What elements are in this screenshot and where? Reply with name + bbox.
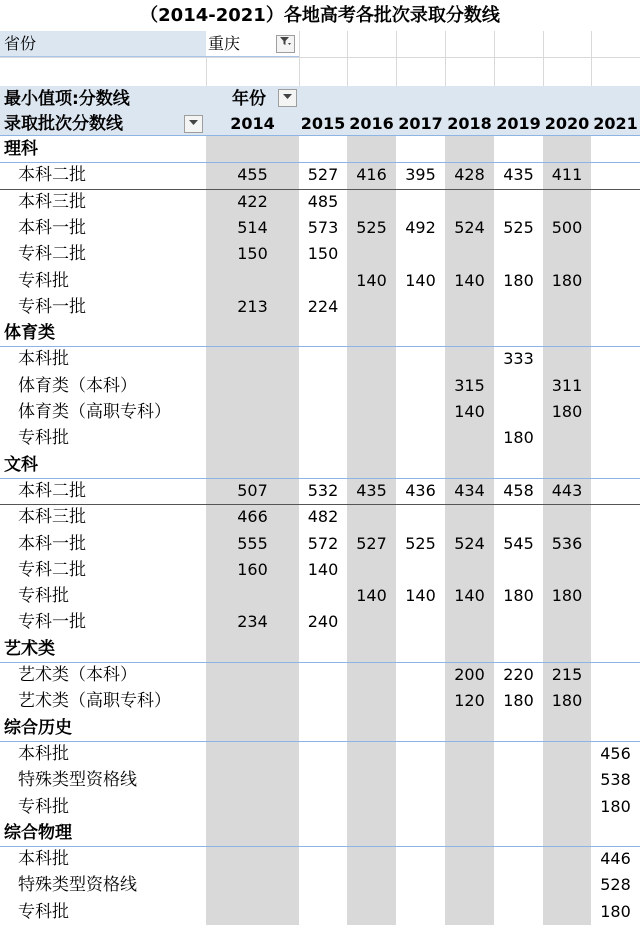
value-cell[interactable]: 507 (237, 480, 268, 500)
value-cell[interactable]: 416 (356, 165, 387, 185)
value-cell[interactable]: 140 (405, 270, 436, 290)
filter-dropdown-icon[interactable] (276, 35, 295, 53)
value-cell[interactable]: 538 (600, 770, 631, 790)
table-row (0, 609, 640, 635)
row-field-label: 录取批次分数线 (4, 114, 123, 134)
table-row (0, 767, 640, 793)
row-label[interactable]: 本科一批 (18, 217, 86, 238)
value-cell[interactable]: 150 (237, 244, 268, 264)
row-label[interactable]: 特殊类型资格线 (18, 875, 137, 896)
table-row (0, 531, 640, 557)
table-row (0, 478, 640, 504)
row-label[interactable]: 体育类（本科） (18, 375, 137, 396)
value-cell[interactable]: 435 (356, 480, 387, 500)
sheet-title: （2014-2021）各地高考各批次录取分数线 (140, 5, 500, 26)
value-cell[interactable]: 524 (454, 533, 485, 553)
table-row (0, 504, 640, 530)
value-cell[interactable]: 527 (356, 533, 387, 553)
value-cell[interactable]: 180 (551, 691, 583, 711)
year-header-2018: 2018 (447, 114, 492, 133)
filter-field-label: 省份 (0, 31, 206, 57)
value-cell[interactable]: 213 (237, 296, 268, 316)
row-label[interactable]: 专科批 (18, 586, 69, 607)
table-row (0, 294, 640, 320)
value-cell[interactable]: 456 (600, 743, 631, 763)
value-cell[interactable]: 180 (600, 796, 631, 816)
value-cell[interactable]: 180 (600, 901, 631, 921)
value-cell[interactable]: 443 (551, 480, 583, 500)
value-cell[interactable]: 140 (454, 270, 485, 290)
value-cell[interactable]: 492 (405, 217, 436, 237)
value-cell[interactable]: 180 (503, 270, 534, 290)
table-row (0, 846, 640, 872)
value-cell[interactable]: 224 (307, 296, 339, 316)
value-cell[interactable]: 180 (551, 402, 583, 421)
value-cell[interactable]: 428 (454, 165, 485, 185)
group-label[interactable]: 文科 (4, 454, 38, 475)
year-header-2019: 2019 (496, 114, 541, 133)
table-row (0, 373, 640, 399)
row-label[interactable]: 本科二批 (18, 165, 86, 186)
value-cell[interactable]: 524 (454, 217, 485, 237)
value-cell[interactable]: 422 (237, 191, 268, 211)
row-field-dropdown[interactable] (184, 115, 203, 133)
row-label[interactable]: 专科批 (18, 901, 69, 922)
value-cell[interactable]: 180 (503, 428, 534, 448)
table-row (0, 794, 640, 820)
row-label[interactable]: 专科二批 (18, 559, 86, 580)
column-field-label: 年份 (232, 89, 266, 109)
group-label[interactable]: 理科 (4, 139, 38, 159)
value-cell[interactable]: 140 (307, 559, 339, 579)
value-cell[interactable]: 555 (237, 533, 268, 553)
value-cell[interactable]: 458 (503, 480, 534, 500)
table-row (0, 268, 640, 294)
group-row (0, 715, 640, 741)
row-label[interactable]: 本科批 (18, 743, 69, 764)
value-cell[interactable]: 527 (307, 165, 339, 185)
row-label[interactable]: 本科一批 (18, 533, 86, 554)
year-header-2015: 2015 (300, 114, 346, 133)
value-cell[interactable]: 180 (551, 270, 583, 290)
row-label[interactable]: 专科批 (18, 796, 69, 817)
value-cell[interactable]: 485 (307, 191, 339, 211)
value-cell[interactable]: 545 (503, 533, 534, 553)
value-cell[interactable]: 160 (237, 559, 268, 579)
value-cell[interactable]: 150 (307, 244, 339, 264)
table-row (0, 346, 640, 372)
value-cell[interactable]: 572 (307, 533, 339, 553)
row-label[interactable]: 特殊类型资格线 (18, 770, 137, 791)
row-label[interactable]: 本科三批 (18, 507, 86, 528)
value-cell[interactable]: 536 (551, 533, 583, 553)
pivot-header (0, 86, 640, 136)
value-cell[interactable]: 234 (237, 612, 268, 632)
group-row (0, 820, 640, 846)
value-cell[interactable]: 140 (356, 586, 387, 606)
value-cell[interactable]: 180 (503, 691, 534, 711)
value-cell[interactable]: 446 (600, 849, 631, 869)
table-row (0, 399, 640, 425)
value-cell[interactable]: 240 (307, 612, 339, 632)
value-cell[interactable]: 528 (600, 875, 631, 895)
value-cell[interactable]: 500 (551, 217, 583, 237)
filter-value-text: 重庆 (208, 34, 241, 53)
group-label[interactable]: 综合物理 (4, 822, 72, 843)
value-cell[interactable]: 120 (454, 691, 485, 711)
pivot-body (0, 136, 640, 925)
value-cell[interactable]: 180 (551, 586, 583, 606)
values-field-label: 最小值项:分数线 (4, 89, 130, 109)
table-row (0, 189, 640, 215)
value-cell[interactable]: 455 (237, 165, 268, 185)
table-row (0, 241, 640, 267)
value-cell[interactable]: 434 (454, 480, 485, 500)
year-header-2017: 2017 (398, 114, 443, 133)
value-cell[interactable]: 140 (405, 586, 436, 606)
value-cell[interactable]: 140 (454, 586, 485, 606)
column-field-dropdown[interactable] (278, 89, 297, 107)
row-label[interactable]: 本科二批 (18, 480, 86, 501)
table-row (0, 557, 640, 583)
value-cell[interactable]: 525 (356, 217, 387, 237)
value-cell[interactable]: 333 (503, 349, 534, 369)
value-cell[interactable]: 140 (454, 402, 485, 421)
value-cell[interactable]: 200 (454, 665, 485, 684)
row-label[interactable]: 专科批 (18, 270, 69, 291)
row-label[interactable]: 艺术类（本科） (18, 665, 137, 685)
table-row (0, 688, 640, 714)
value-cell[interactable]: 411 (551, 165, 583, 185)
value-cell[interactable]: 395 (405, 165, 436, 185)
group-label[interactable]: 体育类 (4, 323, 55, 344)
row-label[interactable]: 专科一批 (18, 612, 86, 633)
year-header-2014: 2014 (230, 114, 275, 133)
value-cell[interactable]: 435 (503, 165, 534, 185)
group-row (0, 136, 640, 162)
value-cell[interactable]: 514 (237, 217, 268, 237)
value-cell[interactable]: 215 (551, 665, 583, 684)
table-row (0, 741, 640, 767)
row-label[interactable]: 专科批 (18, 428, 69, 449)
year-header-2021: 2021 (593, 114, 638, 133)
row-label[interactable]: 本科批 (18, 349, 69, 370)
row-label[interactable]: 本科批 (18, 849, 69, 870)
table-row (0, 872, 640, 898)
value-cell[interactable]: 311 (551, 375, 583, 395)
value-cell[interactable]: 482 (307, 507, 339, 527)
group-label[interactable]: 综合历史 (4, 717, 72, 738)
group-row (0, 452, 640, 478)
value-cell[interactable]: 466 (237, 507, 268, 527)
value-cell[interactable]: 180 (503, 586, 534, 606)
report-filter-row (0, 31, 640, 58)
value-cell[interactable]: 436 (405, 480, 436, 500)
table-row (0, 425, 640, 451)
row-label[interactable]: 本科三批 (18, 191, 86, 212)
table-row (0, 899, 640, 925)
row-label[interactable]: 专科二批 (18, 244, 86, 265)
row-label[interactable]: 艺术类（高职专科） (18, 691, 171, 712)
year-header-2016: 2016 (349, 114, 394, 133)
row-label[interactable]: 体育类（高职专科） (18, 402, 171, 422)
value-cell[interactable]: 525 (503, 217, 534, 237)
funnel-icon (279, 36, 292, 47)
group-label[interactable]: 艺术类 (4, 638, 55, 659)
value-cell[interactable]: 315 (454, 375, 485, 395)
value-cell[interactable]: 140 (356, 270, 387, 290)
value-cell[interactable]: 573 (307, 217, 339, 237)
table-row (0, 162, 640, 188)
value-cell[interactable]: 532 (307, 480, 339, 500)
value-cell[interactable]: 525 (405, 533, 436, 553)
table-row (0, 583, 640, 609)
chevron-down-icon (283, 94, 292, 100)
table-row (0, 215, 640, 241)
chevron-down-icon (189, 120, 198, 126)
table-row (0, 662, 640, 688)
year-header-2020: 2020 (544, 114, 590, 133)
group-row (0, 320, 640, 346)
group-row (0, 636, 640, 662)
row-label[interactable]: 专科一批 (18, 296, 86, 317)
value-cell[interactable]: 220 (503, 665, 534, 684)
